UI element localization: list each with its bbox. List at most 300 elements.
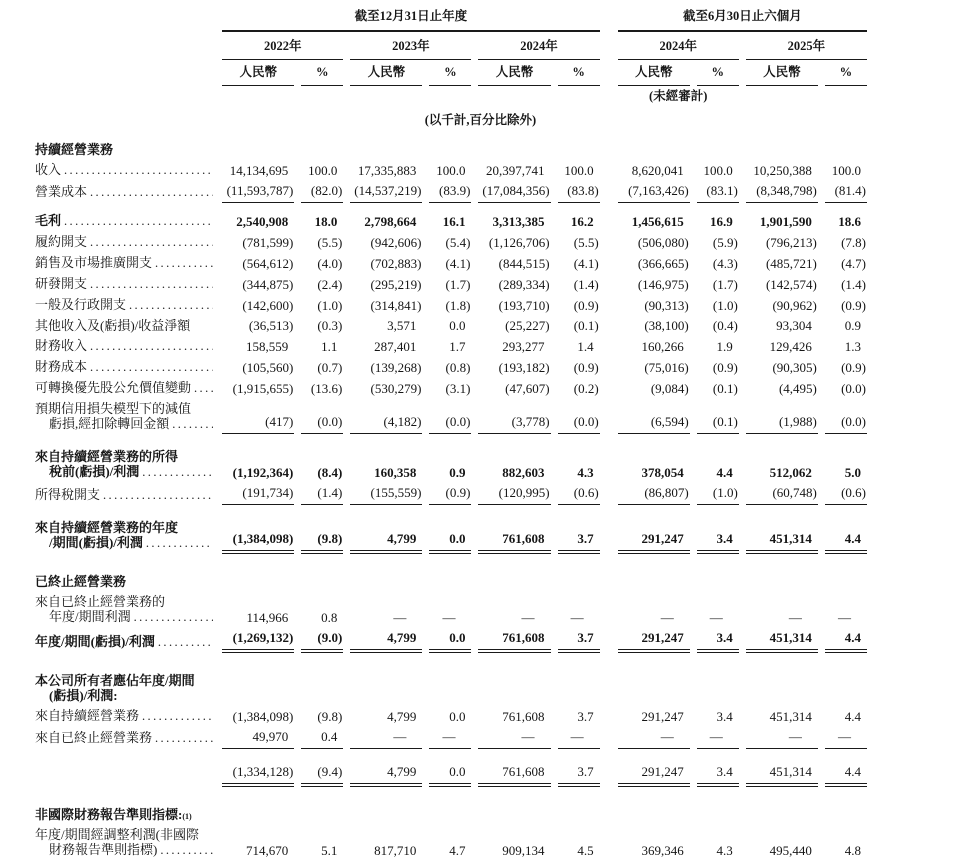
percent-header: % (825, 60, 867, 86)
row-label (35, 705, 215, 726)
dot-leader (194, 380, 213, 396)
value-cell: 909,134 (502, 842, 545, 858)
value-cell: 4,799 (350, 749, 422, 787)
data-row (35, 398, 867, 434)
table-body (35, 139, 867, 860)
value-cell: 3,313,385 (492, 213, 545, 229)
empty-cell (222, 787, 867, 825)
column-spacer (607, 483, 611, 506)
value-cell: 0.9 (844, 317, 861, 333)
value-cell: 0.0 (429, 749, 471, 787)
empty-cell (746, 86, 867, 107)
value-cell: 1.7 (449, 338, 466, 354)
label-text: 來自已終止經營業務 (35, 730, 153, 745)
value-cell: (0.2) (573, 380, 599, 396)
column-spacer (607, 377, 611, 398)
value-cell: 451,314 (746, 749, 818, 787)
value-cell: (5.4) (445, 234, 471, 250)
value-cell: (289,334) (498, 276, 550, 292)
value-cell: 4.4 (825, 749, 867, 787)
year-row (35, 32, 867, 60)
value-cell: 2,798,664 (364, 213, 417, 229)
value-cell: (2.4) (317, 276, 343, 292)
row-label (35, 824, 215, 860)
value-cell: (11,593,787) (222, 180, 294, 203)
value-cell: 160,266 (641, 338, 684, 354)
value-cell: 5.1 (321, 842, 338, 858)
label-text: 履約開支 (35, 233, 88, 249)
value-cell: 100.0 (831, 162, 861, 178)
data-row (35, 705, 867, 726)
label-text: (虧損)/利潤: (49, 687, 118, 703)
value-cell: (1.0) (317, 297, 343, 313)
column-spacer (607, 749, 611, 787)
value-cell: (844,515) (498, 255, 550, 271)
value-cell: 0.4 (301, 726, 343, 749)
row-label (35, 252, 215, 273)
column-spacer (607, 294, 611, 315)
row-label (35, 505, 215, 554)
currency-header: 人民幣 (746, 60, 818, 86)
value-cell: 4,799 (350, 627, 422, 653)
data-row (35, 315, 867, 335)
column-spacer (607, 252, 611, 273)
value-cell: — (429, 726, 471, 749)
value-cell: — (825, 726, 867, 749)
value-cell: — (697, 726, 739, 749)
value-cell: (193,182) (498, 359, 550, 375)
value-cell: 3.4 (716, 708, 733, 724)
data-row (35, 180, 867, 203)
row-label (35, 159, 215, 180)
dot-leader (64, 213, 213, 229)
value-cell: (82.0) (301, 180, 343, 203)
value-cell: (13.6) (310, 380, 343, 396)
currency-header: 人民幣 (478, 60, 550, 86)
row-label (35, 315, 215, 335)
label-text: 毛利 (35, 212, 62, 228)
value-cell: (0.8) (445, 359, 471, 375)
label-text: 其他收入及(虧損)/收益淨額 (35, 317, 191, 333)
value-cell: (4.3) (712, 255, 738, 271)
value-cell: (1.8) (445, 297, 471, 313)
label-text: 營業成本 (35, 184, 88, 199)
value-cell: (0.3) (317, 317, 343, 333)
column-spacer (607, 335, 611, 356)
value-cell: 451,314 (746, 505, 818, 554)
value-cell: 495,440 (769, 842, 812, 858)
value-cell: (0.0) (301, 398, 343, 434)
value-cell: 3.7 (558, 627, 600, 653)
value-cell: (4,495) (778, 380, 817, 396)
value-cell: (0.9) (841, 359, 866, 375)
value-cell: (9,084) (650, 380, 689, 396)
data-row (35, 483, 867, 506)
empty-cell (746, 106, 867, 139)
currency-header: 人民幣 (618, 60, 690, 86)
value-cell: 0.8 (321, 609, 338, 625)
empty-cell (35, 106, 215, 139)
value-cell: (0.9) (573, 297, 599, 313)
value-cell: (142,600) (242, 297, 294, 313)
value-cell: (1,269,132) (222, 627, 294, 653)
dot-leader (103, 487, 213, 503)
value-cell: — (350, 726, 422, 749)
units-note: (以千計,百分比除外) (424, 113, 537, 127)
income-statement-table (28, 6, 874, 860)
value-cell: (83.8) (558, 180, 600, 203)
value-cell: 3.4 (697, 749, 739, 787)
value-cell: (4,182) (350, 398, 422, 434)
value-cell: 287,401 (374, 338, 417, 354)
value-cell: 4.4 (844, 708, 861, 724)
row-label (35, 726, 215, 749)
value-cell: 291,247 (618, 505, 690, 554)
percent-header: % (301, 60, 343, 86)
value-cell: (7,163,426) (618, 180, 690, 203)
column-spacer (607, 273, 611, 294)
section-label (35, 554, 215, 592)
value-cell: 4.3 (577, 465, 594, 480)
value-cell: 8,620,041 (631, 162, 684, 178)
value-cell: 1,456,615 (631, 213, 684, 229)
column-spacer (607, 180, 611, 203)
value-cell: 4.7 (449, 842, 466, 858)
value-cell: 0.0 (429, 627, 471, 653)
data-row (35, 434, 867, 483)
empty-cell (35, 86, 600, 107)
value-cell: 1.9 (716, 338, 733, 354)
value-cell: (0.7) (317, 359, 343, 375)
value-cell: 3,571 (387, 317, 417, 333)
value-cell: (564,612) (242, 255, 294, 271)
value-cell: (8,348,798) (746, 180, 818, 203)
data-row (35, 591, 867, 627)
value-cell: 293,277 (502, 338, 545, 354)
value-cell: (14,537,219) (350, 180, 422, 203)
value-cell: 5.0 (844, 465, 861, 480)
column-spacer (607, 6, 611, 32)
value-cell: (9.8) (301, 505, 343, 554)
currency-header: 人民幣 (222, 60, 294, 86)
percent-header: % (429, 60, 471, 86)
value-cell: 100.0 (564, 162, 594, 178)
column-spacer (607, 627, 611, 653)
value-cell: (75,016) (644, 359, 689, 375)
value-cell: (0.1) (697, 398, 739, 434)
value-cell: 512,062 (769, 465, 812, 480)
value-cell: 291,247 (618, 749, 690, 787)
label-text: 已終止經營業務 (35, 573, 127, 589)
data-row (35, 627, 867, 653)
value-cell: — (442, 609, 456, 625)
value-cell: (38,100) (644, 317, 689, 333)
dot-leader (155, 255, 213, 271)
value-cell: 20,397,741 (486, 162, 545, 178)
empty-cell (222, 554, 867, 592)
value-cell: 3.4 (697, 505, 739, 554)
value-cell: (1,915,655) (232, 380, 294, 396)
value-cell: (1.0) (697, 483, 739, 506)
column-spacer (607, 505, 611, 554)
dot-leader (155, 730, 213, 746)
value-cell: (1.7) (712, 276, 738, 292)
value-cell: 451,314 (769, 708, 812, 724)
percent-header: % (558, 60, 600, 86)
value-cell: (90,962) (772, 297, 817, 313)
row-label (35, 434, 215, 483)
dot-leader (90, 184, 213, 200)
value-cell: — (746, 726, 818, 749)
unaudited-note: (未經審計) (649, 88, 708, 103)
data-row (35, 252, 867, 273)
value-cell: (36,513) (248, 317, 294, 333)
value-cell: (344,875) (242, 276, 294, 292)
value-cell: (1.7) (445, 276, 471, 292)
column-spacer (607, 726, 611, 749)
value-cell: (1.4) (301, 483, 343, 506)
data-row (35, 335, 867, 356)
value-cell: 817,710 (374, 842, 417, 858)
value-cell: 4.4 (716, 465, 733, 480)
value-cell: 761,608 (502, 708, 545, 724)
dot-leader (129, 297, 213, 313)
value-cell: (1,384,098) (232, 708, 294, 724)
row-label (35, 294, 215, 315)
value-cell: (0.0) (558, 398, 600, 434)
period-group-row (35, 6, 867, 32)
value-cell: (83.9) (429, 180, 471, 203)
value-cell: (17,084,356) (478, 180, 550, 203)
label-text: /期間(虧損)/利潤 (49, 535, 143, 550)
value-cell: 1.3 (844, 338, 861, 354)
label-text: 年度/期間利潤 (49, 608, 131, 624)
percent-header: % (697, 60, 739, 86)
data-row (35, 726, 867, 749)
column-spacer (607, 398, 611, 434)
dot-leader (134, 609, 214, 625)
value-cell: (146,975) (637, 276, 689, 292)
column-spacer (607, 705, 611, 726)
value-cell: 0.9 (449, 465, 466, 480)
label-text: 虧損,經扣除轉回金額 (49, 415, 170, 431)
value-cell: 4.4 (825, 627, 867, 653)
value-cell: 10,250,388 (753, 162, 812, 178)
period-group-interim: 截至6月30日止六個月 (618, 6, 867, 32)
value-cell: (60,748) (746, 483, 818, 506)
value-cell: (1.4) (573, 276, 599, 292)
value-cell: 100.0 (308, 162, 338, 178)
data-row (35, 377, 867, 398)
data-row (35, 203, 867, 232)
value-cell: (86,807) (618, 483, 690, 506)
dot-leader (158, 634, 213, 650)
value-cell: (81.4) (825, 180, 867, 203)
dot-leader (90, 359, 213, 375)
column-spacer (607, 356, 611, 377)
value-cell: 714,670 (246, 842, 289, 858)
value-cell: 3.7 (577, 708, 594, 724)
value-cell: (0.6) (825, 483, 867, 506)
value-cell: (191,734) (222, 483, 294, 506)
dot-leader (90, 276, 213, 292)
column-spacer (607, 824, 611, 860)
label-text: 來自持續經營業務的所得 (35, 449, 179, 464)
empty-cell (222, 653, 867, 706)
value-cell: 4,799 (387, 708, 417, 724)
dot-leader (64, 162, 213, 178)
value-cell: (796,213) (765, 234, 817, 250)
data-row (35, 505, 867, 554)
value-cell: 0.0 (449, 708, 466, 724)
value-cell: (485,721) (765, 255, 817, 271)
value-cell: 761,608 (478, 749, 550, 787)
label-text: 研發開支 (35, 275, 88, 291)
value-cell: 158,559 (246, 338, 289, 354)
value-cell: 114,966 (246, 609, 289, 625)
units-note-row (35, 106, 867, 139)
value-cell: (942,606) (370, 234, 422, 250)
section-row (35, 554, 867, 592)
value-cell: (4.1) (445, 255, 471, 271)
value-cell: (366,665) (637, 255, 689, 271)
data-row (35, 231, 867, 252)
label-text: 收入 (35, 161, 62, 177)
label-text: 本公司所有者應佔年度/期間 (35, 672, 195, 688)
value-cell: (0.9) (429, 483, 471, 506)
value-cell: 100.0 (436, 162, 466, 178)
column-spacer (607, 86, 611, 107)
row-label (35, 231, 215, 252)
value-cell: (4.1) (573, 255, 599, 271)
value-cell: (25,227) (505, 317, 550, 333)
row-label (35, 356, 215, 377)
value-cell: — (618, 726, 690, 749)
row-label (35, 377, 215, 398)
value-cell: (0.4) (712, 317, 738, 333)
data-row (35, 749, 867, 787)
value-cell: 291,247 (641, 708, 684, 724)
value-cell: (9.4) (301, 749, 343, 787)
year-header-2025-interim: 2025年 (746, 32, 867, 60)
corner-cell (35, 32, 215, 60)
value-cell: (5.5) (573, 234, 599, 250)
data-row (35, 294, 867, 315)
dot-leader (90, 234, 213, 250)
value-cell: — (393, 609, 407, 625)
value-cell: 0.0 (429, 505, 471, 554)
value-cell: 4.4 (825, 505, 867, 554)
value-cell: (155,559) (350, 483, 422, 506)
data-row (35, 824, 867, 860)
value-cell: 1.1 (321, 338, 338, 354)
value-cell: (1,988) (746, 398, 818, 434)
value-cell: (417) (222, 398, 294, 434)
section-label (35, 653, 215, 706)
value-cell: 16.2 (570, 213, 594, 229)
label-text: 財務成本 (35, 358, 88, 374)
column-unit-row (35, 60, 867, 86)
value-cell: 2,540,908 (236, 213, 289, 229)
value-cell: (702,883) (370, 255, 422, 271)
value-cell: 1,901,590 (759, 213, 812, 229)
year-header-2023: 2023年 (350, 32, 471, 60)
dot-leader (142, 464, 213, 480)
table-header (35, 6, 867, 139)
section-row (35, 787, 867, 825)
value-cell: (1.4) (841, 276, 866, 292)
column-spacer (607, 315, 611, 335)
value-cell: (6,594) (618, 398, 690, 434)
column-spacer (607, 203, 611, 232)
row-label (35, 749, 215, 787)
label-text: 非國際財務報告準則指標: (35, 806, 183, 822)
empty-cell (222, 139, 867, 159)
column-spacer (607, 231, 611, 252)
section-row (35, 139, 867, 159)
value-cell: 49,970 (222, 726, 294, 749)
section-row (35, 653, 867, 706)
value-cell: (0.9) (573, 359, 599, 375)
label-text: 一般及行政開支 (35, 296, 127, 312)
row-label (35, 273, 215, 294)
value-cell: 93,304 (776, 317, 812, 333)
dot-leader (90, 338, 213, 354)
value-cell: (142,574) (765, 276, 817, 292)
row-label (35, 591, 215, 627)
value-cell: 4.3 (716, 842, 733, 858)
column-spacer (607, 434, 611, 483)
value-cell: (0.9) (841, 297, 866, 313)
value-cell: — (660, 609, 674, 625)
label-text: 來自持續經營業務的年度 (35, 520, 179, 535)
corner-cell (35, 60, 215, 86)
value-cell: (7.8) (841, 234, 866, 250)
value-cell: (0.0) (429, 398, 471, 434)
column-spacer (607, 32, 611, 60)
value-cell: (1.0) (712, 297, 738, 313)
year-header-2024-interim: 2024年 (618, 32, 739, 60)
value-cell: 3.7 (558, 749, 600, 787)
data-row (35, 273, 867, 294)
value-cell: — (838, 609, 851, 625)
value-cell: (4.0) (317, 255, 343, 271)
dot-leader (142, 708, 213, 724)
value-cell: (105,560) (242, 359, 294, 375)
column-spacer (607, 591, 611, 627)
label-text: 來自已終止經營業務的 (35, 593, 166, 609)
label-text: 持續經營業務 (35, 141, 114, 157)
value-cell: 378,054 (641, 465, 684, 480)
value-cell: (8.4) (317, 465, 343, 480)
value-cell: 16.9 (710, 213, 733, 229)
value-cell: 451,314 (746, 627, 818, 653)
value-cell: 18.6 (838, 213, 861, 229)
value-cell: (90,313) (644, 297, 689, 313)
dot-leader (146, 535, 213, 551)
value-cell: (120,995) (478, 483, 550, 506)
value-cell: 1.4 (577, 338, 594, 354)
value-cell: (5.9) (712, 234, 738, 250)
currency-header: 人民幣 (350, 60, 422, 86)
section-label (35, 139, 215, 159)
value-cell: (47,607) (505, 380, 550, 396)
value-cell: — (478, 726, 550, 749)
value-cell: (1,126,706) (488, 234, 550, 250)
label-text: 財務報告準則指標) (49, 841, 158, 857)
value-cell: 17,335,883 (357, 162, 417, 178)
value-cell: 369,346 (641, 842, 684, 858)
